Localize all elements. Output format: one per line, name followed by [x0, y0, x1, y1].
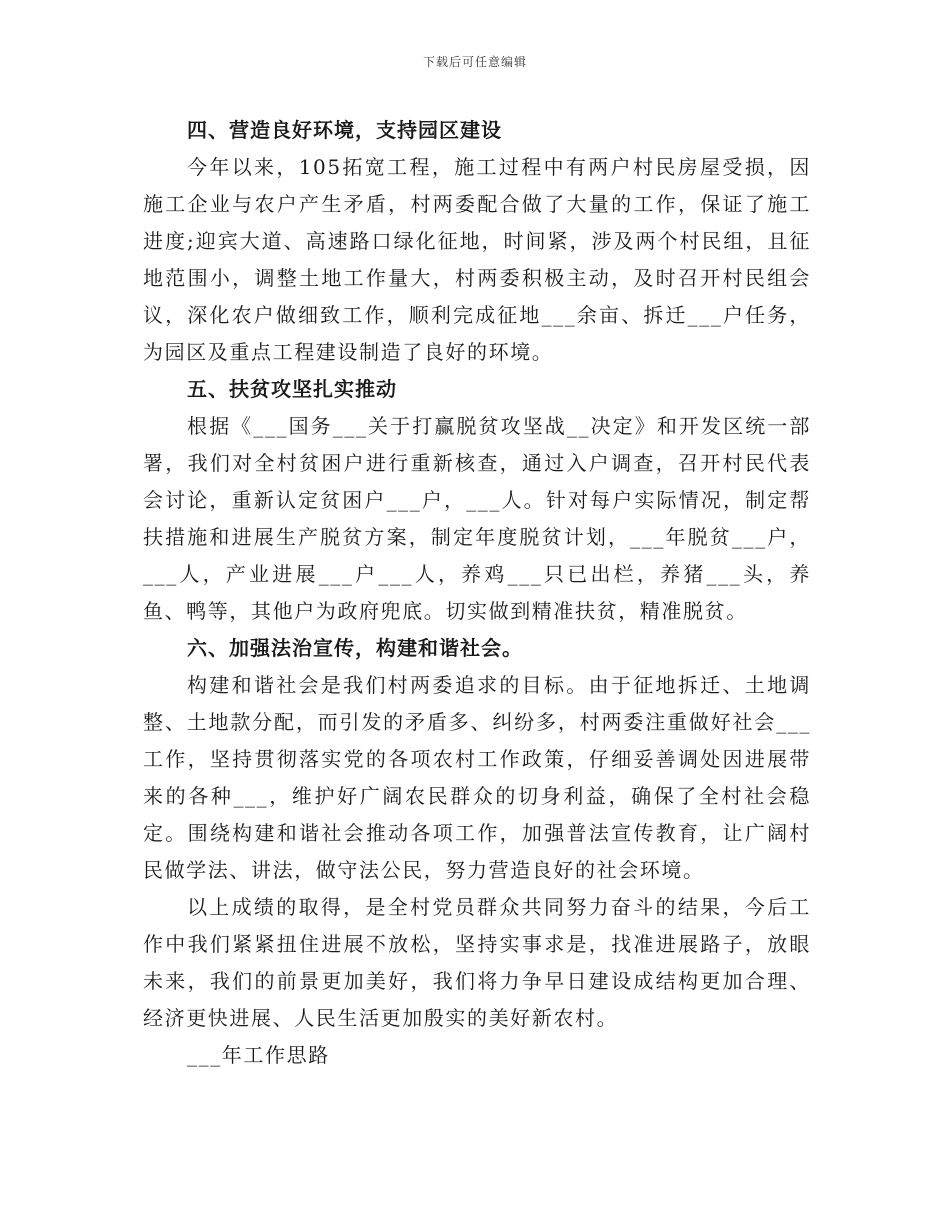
conclusion-paragraph: 以上成绩的取得，是全村党员群众共同努力奋斗的结果，今后工作中我们紧紧扭住进展不放松，坚持实事求是，找准进展路子，放眼未来，我们的前景更加美好，我们将力争早日建设成结构更加合理、经济更快进展、人民生活更加殷实的美好新农村。: [143, 895, 811, 1030]
page-header: 下载后可任意编辑: [422, 55, 527, 69]
section-heading-6: 六、加强法治宣传，构建和谐社会。: [187, 636, 523, 660]
section-6-paragraph: 构建和谐社会是我们村两委追求的目标。由于征地拆迁、土地调整、土地款分配，而引发的矛盾多、纠纷多，村两委注重做好社会___工作，坚持贯彻落实党的各项农村工作政策，仔细妥善调处因进展带来的各种___，维护好广阔农民群众的切身利益，确保了全村社会稳定。围绕构建和谐社会推动各项工作，加强普法宣传教育，让广阔村民做学法、讲法，做守法公民，努力营造良好的社会环境。: [143, 673, 811, 882]
section-heading-5: 五、扶贫攻坚扎实推动: [187, 377, 397, 401]
document-body: [143, 112, 811, 1074]
section-5-paragraph: 根据《___国务___关于打赢脱贫攻坚战__决定》和开发区统一部署，我们对全村贫困户进行重新核查，通过入户调查，召开村民代表会讨论，重新认定贫困户___户，___人。针对每户实际情况，制定帮扶措施和进展生产脱贫方案，制定年度脱贫计划，___年脱贫___户，___人，产业进展___户___人，养鸡___只已出栏，养猪___头，养鱼、鸭等，其他户为政府兜底。切实做到精准扶贫，精准脱贫。: [143, 414, 811, 623]
work-plan-title: ___年工作思路: [187, 1043, 330, 1067]
section-4-paragraph: 今年以来，105拓宽工程，施工过程中有两户村民房屋受损，因施工企业与农户产生矛盾，村两委配合做了大量的工作，保证了施工进度;迎宾大道、高速路口绿化征地，时间紧，涉及两个村民组，且征地范围小，调整土地工作量大，村两委积极主动，及时召开村民组会议，深化农户做细致工作，顺利完成征地___余亩、拆迁___户任务，为园区及重点工程建设制造了良好的环境。: [143, 155, 811, 364]
section-heading-4: 四、营造良好环境，支持园区建设: [187, 118, 502, 142]
